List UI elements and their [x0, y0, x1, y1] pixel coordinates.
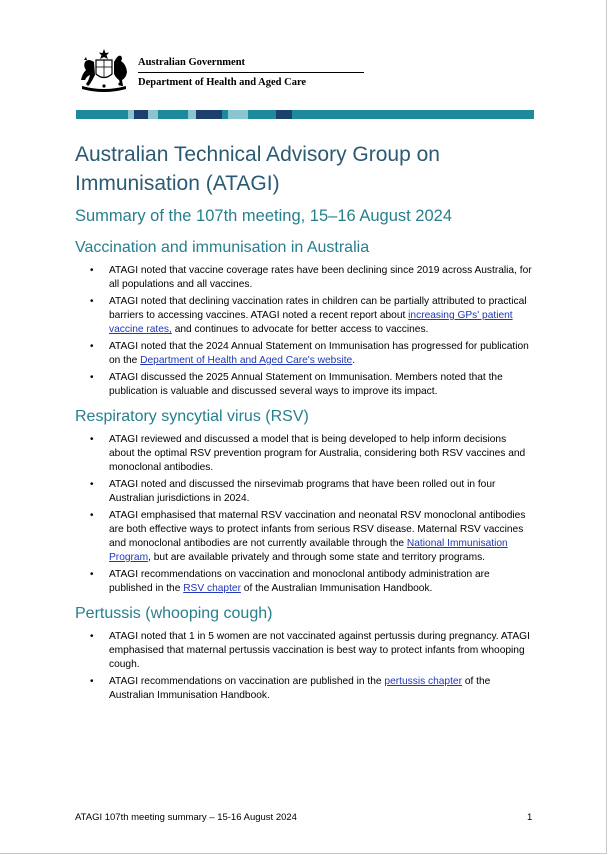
list-item-text: and continues to advocate for better access to vaccines. [171, 324, 429, 335]
hyperlink[interactable]: RSV chapter [183, 583, 241, 594]
list-item-text: ATAGI noted that vaccine coverage rates have been declining since 2019 across Australia, for all populations and all vaccines. [109, 265, 532, 290]
government-identifier [138, 56, 364, 89]
list-item-text: ATAGI noted and discussed the nirsevimab programs that have been rolled out in four Australian jurisdictions in 2024. [109, 479, 496, 504]
list-item-text: ATAGI recommendations on vaccination and monoclonal antibody administration are published in the [109, 569, 490, 594]
bullet-list [75, 630, 537, 703]
list-item [109, 675, 537, 703]
hyperlink[interactable]: pertussis chapter [384, 676, 462, 687]
bullet-list [75, 433, 537, 596]
document-subtitle: Summary of the 107th meeting, 15–16 August 2024 [75, 207, 453, 225]
government-header [76, 48, 316, 98]
list-item [109, 478, 537, 506]
footer-text: ATAGI 107th meeting summary – 15-16 August 2024 [75, 812, 297, 823]
list-item-text: ATAGI emphasised that maternal RSV vaccination and neonatal RSV monoclonal antibodies are both effective ways to protect infants from serious RSV disease. Maternal RSV vaccines and monoclonal antibodies are not currently available through the [109, 510, 526, 549]
list-item [109, 568, 537, 596]
hyperlink[interactable]: Department of Health and Aged Care's website [140, 355, 353, 366]
decorative-stripe [76, 110, 534, 119]
list-item [109, 340, 537, 368]
list-item [109, 433, 537, 475]
list-item-text: ATAGI recommendations on vaccination are published in the [109, 676, 385, 687]
list-item-text: ATAGI noted that 1 in 5 women are not vaccinated against pertussis during pregnancy. ATAGI emphasised that maternal pertussis vaccination is best way to protect infants from whooping cough. [109, 631, 530, 670]
list-item [109, 295, 537, 337]
list-item [109, 630, 537, 672]
header-divider [138, 72, 364, 73]
document-body [75, 238, 537, 711]
list-item-text: of the Australian Immunisation Handbook. [109, 676, 491, 701]
section [75, 604, 537, 703]
section-heading: Vaccination and immunisation in Australia [75, 239, 370, 256]
list-item-text: of the Australian Immunisation Handbook. [240, 583, 433, 594]
section [75, 238, 537, 399]
australian-coat-of-arms-icon [76, 48, 132, 94]
hyperlink[interactable]: National Immunisation Program [109, 538, 508, 563]
page-number: 1 [527, 812, 533, 823]
section-heading: Respiratory syncytial virus (RSV) [75, 408, 309, 425]
list-item [109, 371, 537, 399]
hyperlink[interactable]: increasing GPs' patient vaccine rates, [109, 310, 513, 335]
list-item-text: ATAGI discussed the 2025 Annual Statement on Immunisation. Members noted that the publication is valuable and discussed several ways to improve its impact. [109, 372, 503, 397]
list-item-text: ATAGI noted that the 2024 Annual Statement on Immunisation has progressed for publication on the [109, 341, 529, 366]
list-item-text: ATAGI noted that declining vaccination rates in children can be partially attributed to practical barriers to accessing vaccines. ATAGI noted a recent report about [109, 296, 527, 321]
list-item [109, 264, 537, 292]
list-item-text: ATAGI reviewed and discussed a model that is being developed to help inform decisions about the optimal RSV prevention program for Australia, considering both RSV vaccines and monoclonal antibodies. [109, 434, 526, 473]
list-item-text: , but are available privately and through some state and territory programs. [148, 552, 486, 563]
department-name: Department of Health and Aged Care [138, 77, 307, 88]
document-title: Australian Technical Advisory Group on Immunisation (ATAGI) [75, 143, 440, 195]
section-heading: Pertussis (whooping cough) [75, 605, 273, 622]
bullet-list [75, 264, 537, 399]
list-item-text: . [352, 355, 356, 366]
government-name: Australian Government [138, 57, 246, 68]
section [75, 407, 537, 596]
list-item [109, 509, 537, 565]
